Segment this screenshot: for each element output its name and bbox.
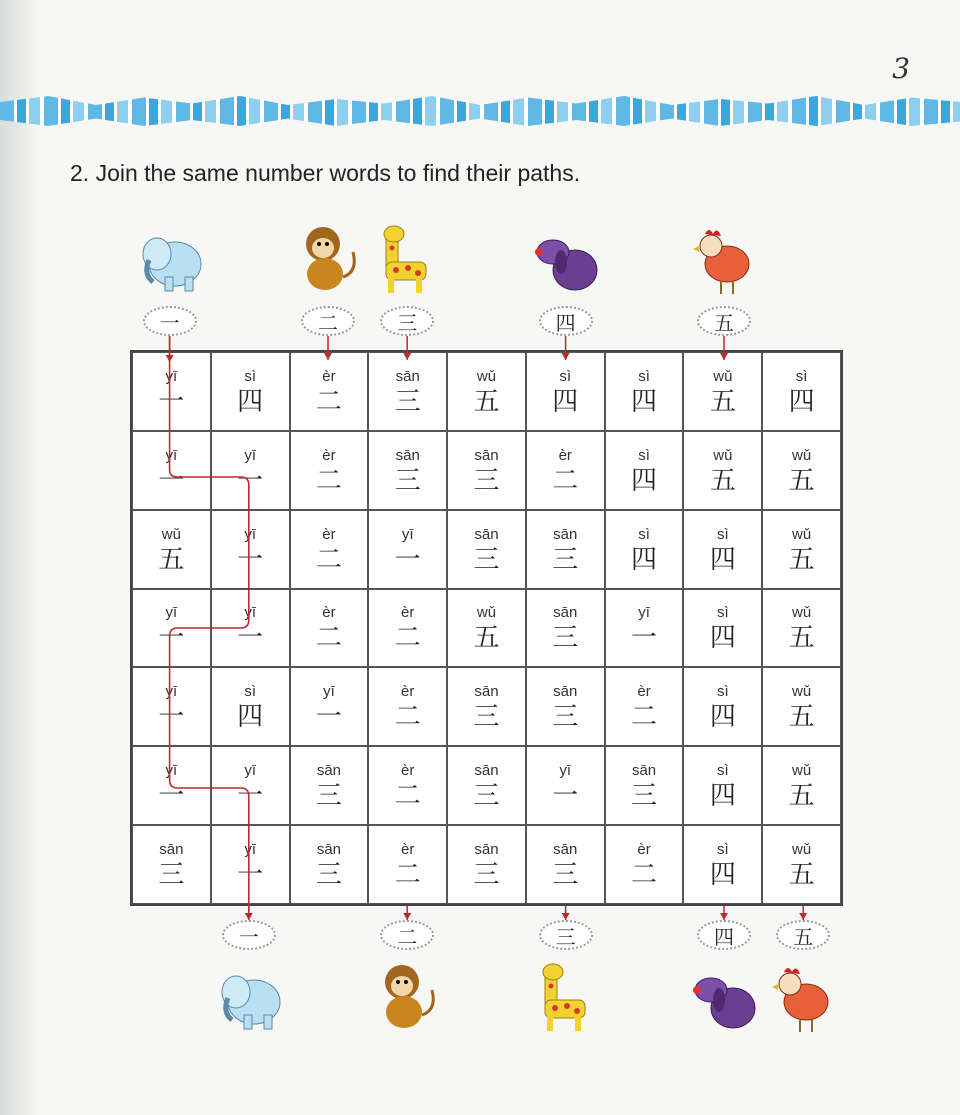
grid-cell[interactable] [211,667,290,746]
pinyin: sān [474,841,499,859]
page-number: 3 [892,52,910,85]
chinese-numeral: 三 [473,781,500,812]
pinyin: sì [244,683,256,701]
pinyin: èr [322,525,336,543]
giraffe-icon [372,222,442,297]
chinese-numeral: 三 [552,860,579,891]
chinese-numeral: 一 [158,702,185,733]
pinyin: èr [401,762,415,780]
grid-cell[interactable] [211,746,290,825]
grid-cell[interactable] [762,746,841,825]
grid-cell[interactable] [605,589,684,668]
pinyin: wǔ [792,841,812,859]
chinese-numeral: 一 [237,623,264,654]
chinese-numeral: 五 [788,623,815,654]
pinyin: èr [322,604,336,622]
pinyin: wǔ [792,762,812,780]
grid-cell[interactable] [368,589,447,668]
chinese-numeral: 四 [788,386,815,417]
pinyin: sì [716,683,729,701]
grid-cell[interactable] [447,667,526,746]
pinyin: sān [631,762,657,780]
grid-cell[interactable] [605,667,684,746]
grid-cell[interactable] [132,746,211,825]
chinese-numeral: 五 [158,544,185,575]
pinyin: èr [401,683,415,701]
grid-cell[interactable] [683,510,762,589]
pinyin: èr [322,446,336,464]
pinyin: sān [553,525,578,543]
chinese-numeral: 四 [631,544,658,575]
start-label-elephant: 一 [143,306,197,336]
grid-cell[interactable] [762,510,841,589]
chinese-numeral: 一 [237,781,264,812]
instruction-heading: 2. Join the same number words to find their paths. [70,160,581,186]
chinese-numeral: 四 [709,544,736,575]
chinese-numeral: 三 [631,781,658,812]
end-arrow [720,906,728,920]
pinyin: yī [244,762,256,780]
chinese-numeral: 五 [473,623,500,654]
grid-cell[interactable] [132,825,211,904]
elephant-icon [135,222,205,297]
grid-cell[interactable] [605,746,684,825]
grid-cell[interactable] [526,589,605,668]
end-label-monkey: 二 [380,920,434,950]
pinyin: sān [474,446,499,464]
end-label-dog: 四 [697,920,751,950]
grid-cell[interactable] [683,746,762,825]
start-label-giraffe: 三 [380,306,434,336]
pinyin: èr [401,841,415,859]
grid-cell[interactable] [447,352,526,431]
grid-cell[interactable] [368,352,447,431]
chinese-numeral: 四 [709,623,736,654]
chinese-numeral: 三 [315,781,342,812]
monkey-icon [372,960,442,1035]
end-label-giraffe: 三 [539,920,593,950]
pinyin: yī [244,446,256,464]
chinese-numeral: 二 [394,781,421,812]
start-label-monkey: 二 [301,306,355,336]
chinese-numeral: 三 [552,623,579,654]
chinese-numeral: 二 [552,465,579,496]
grid-cell[interactable] [605,825,684,904]
chinese-numeral: 一 [158,623,185,654]
pinyin: èr [637,683,651,701]
chinese-numeral: 一 [394,544,421,575]
pinyin: sì [638,525,650,543]
elephant-icon [214,960,284,1035]
pinyin: sì [716,525,729,543]
pinyin: sān [395,446,420,464]
pinyin: sì [716,604,729,622]
grid-cell[interactable] [368,746,447,825]
pinyin: yī [165,683,178,701]
monkey-icon [293,222,363,297]
chinese-numeral: 二 [315,386,342,417]
pinyin: èr [322,367,336,385]
chinese-numeral: 一 [158,781,185,812]
pinyin: yī [244,604,256,622]
chinese-numeral: 三 [473,465,500,496]
chinese-numeral: 三 [158,860,185,891]
pinyin: sān [474,683,499,701]
chinese-numeral: 四 [709,860,736,891]
chinese-numeral: 二 [394,623,421,654]
chinese-numeral: 五 [788,544,815,575]
grid-cell[interactable] [526,352,605,431]
grid-cell[interactable] [762,589,841,668]
chinese-numeral: 二 [394,860,421,891]
grid-cell[interactable] [526,431,605,510]
chinese-numeral: 五 [788,465,815,496]
pinyin: sān [553,683,578,701]
chinese-numeral: 一 [237,544,264,575]
start-label-dog: 四 [539,306,593,336]
grid-cell[interactable] [290,352,369,431]
grid-cell[interactable] [683,352,762,431]
grid-cell[interactable] [526,825,605,904]
pinyin: yī [165,604,178,622]
chinese-numeral: 四 [237,386,264,417]
pinyin: sì [638,367,650,385]
pinyin: yī [165,446,178,464]
grid-cell[interactable] [762,825,841,904]
grid-cell[interactable] [290,746,369,825]
chinese-numeral: 二 [315,465,342,496]
grid-cell[interactable] [526,746,605,825]
pinyin: wǔ [161,525,181,543]
pinyin: wǔ [792,683,812,701]
grid-cell[interactable] [447,746,526,825]
grid-cell[interactable] [762,352,841,431]
pinyin: yī [244,841,256,859]
grid-cell[interactable] [290,825,369,904]
chinese-numeral: 一 [237,860,264,891]
grid-cell[interactable] [368,431,447,510]
chinese-numeral: 五 [788,781,815,812]
pinyin: sì [559,367,572,385]
rooster-icon [689,222,759,297]
end-arrow [562,906,570,920]
chinese-numeral: 四 [631,465,658,496]
pinyin: sì [716,841,729,859]
decorative-border-band [0,96,960,126]
grid-cell[interactable] [762,431,841,510]
pinyin: sān [395,367,420,385]
grid-cell[interactable] [368,667,447,746]
chinese-numeral: 二 [315,544,342,575]
pinyin: wǔ [792,525,812,543]
chinese-numeral: 二 [394,702,421,733]
end-arrow [403,906,411,920]
grid-cell[interactable] [447,510,526,589]
grid-cell[interactable] [683,431,762,510]
chinese-numeral: 三 [473,702,500,733]
dog-icon [689,960,759,1035]
chinese-numeral: 三 [315,860,342,891]
chinese-numeral: 三 [552,702,579,733]
grid-cell[interactable] [526,510,605,589]
grid-cell[interactable] [605,431,684,510]
pinyin: yī [165,367,178,385]
pinyin: yī [244,525,256,543]
chinese-numeral: 三 [394,386,421,417]
pinyin: yī [638,604,650,622]
dog-icon [531,222,601,297]
end-label-elephant: 一 [222,920,276,950]
pinyin: yī [559,762,572,780]
pinyin: wǔ [476,367,497,385]
pinyin: yī [401,525,414,543]
pinyin: wǔ [713,446,733,464]
grid-cell[interactable] [683,589,762,668]
end-arrow [799,906,807,920]
chinese-numeral: 五 [709,386,736,417]
grid-cell[interactable] [290,431,369,510]
grid-cell[interactable] [132,667,211,746]
pinyin: wǔ [476,604,497,622]
page-edge-shadow [0,0,40,1115]
chinese-numeral: 三 [473,860,500,891]
pinyin: èr [637,841,651,859]
chinese-numeral: 四 [237,702,264,733]
chinese-numeral: 一 [158,465,185,496]
chinese-numeral: 一 [158,386,185,417]
pinyin: wǔ [792,604,812,622]
grid-cell[interactable] [211,589,290,668]
pinyin: èr [401,604,415,622]
chinese-numeral: 二 [631,702,658,733]
pinyin: yī [323,683,335,701]
grid-cell[interactable] [447,589,526,668]
grid-cell[interactable] [211,352,290,431]
chinese-numeral: 五 [788,860,815,891]
grid-cell[interactable] [447,431,526,510]
giraffe-icon [531,960,601,1035]
chinese-numeral: 五 [709,465,736,496]
pinyin: wǔ [713,367,733,385]
pinyin: sān [316,762,342,780]
grid-cell[interactable] [526,667,605,746]
grid-cell[interactable] [211,825,290,904]
chinese-numeral: 三 [394,465,421,496]
grid-cell[interactable] [368,510,447,589]
pinyin: sān [553,841,578,859]
grid-cell[interactable] [762,667,841,746]
chinese-numeral: 五 [473,386,500,417]
grid-cell[interactable] [683,825,762,904]
end-label-rooster: 五 [776,920,830,950]
grid-cell[interactable] [290,510,369,589]
grid-cell[interactable] [211,431,290,510]
pinyin: sì [244,367,256,385]
chinese-numeral: 二 [315,623,342,654]
pinyin: sān [474,762,499,780]
chinese-numeral: 四 [709,781,736,812]
start-label-rooster: 五 [697,306,751,336]
chinese-numeral: 五 [788,702,815,733]
grid-cell[interactable] [290,667,369,746]
pinyin: sān [316,841,342,859]
rooster-icon [768,960,838,1035]
number-maze-grid [130,350,843,906]
chinese-numeral: 三 [473,544,500,575]
chinese-numeral: 一 [315,702,342,733]
pinyin: sān [474,525,499,543]
grid-cell[interactable] [290,589,369,668]
pinyin: èr [558,446,572,464]
chinese-numeral: 四 [552,386,579,417]
grid-cell[interactable] [132,589,211,668]
pinyin: sān [159,841,184,859]
chinese-numeral: 二 [631,860,658,891]
grid-cell[interactable] [368,825,447,904]
pinyin: sì [716,762,729,780]
pinyin: sì [638,446,650,464]
grid-cell[interactable] [683,667,762,746]
grid-cell[interactable] [132,431,211,510]
chinese-numeral: 四 [631,386,658,417]
chinese-numeral: 一 [237,465,264,496]
chinese-numeral: 三 [552,544,579,575]
chinese-numeral: 一 [631,623,658,654]
grid-cell[interactable] [447,825,526,904]
chinese-numeral: 四 [709,702,736,733]
grid-cell[interactable] [132,352,211,431]
grid-cell[interactable] [605,510,684,589]
grid-cell[interactable] [132,510,211,589]
pinyin: sān [553,604,578,622]
pinyin: yī [165,762,178,780]
pinyin: sì [795,367,808,385]
grid-cell[interactable] [605,352,684,431]
end-arrow [245,906,253,920]
pinyin: wǔ [792,446,812,464]
grid-cell[interactable] [211,510,290,589]
chinese-numeral: 一 [552,781,579,812]
